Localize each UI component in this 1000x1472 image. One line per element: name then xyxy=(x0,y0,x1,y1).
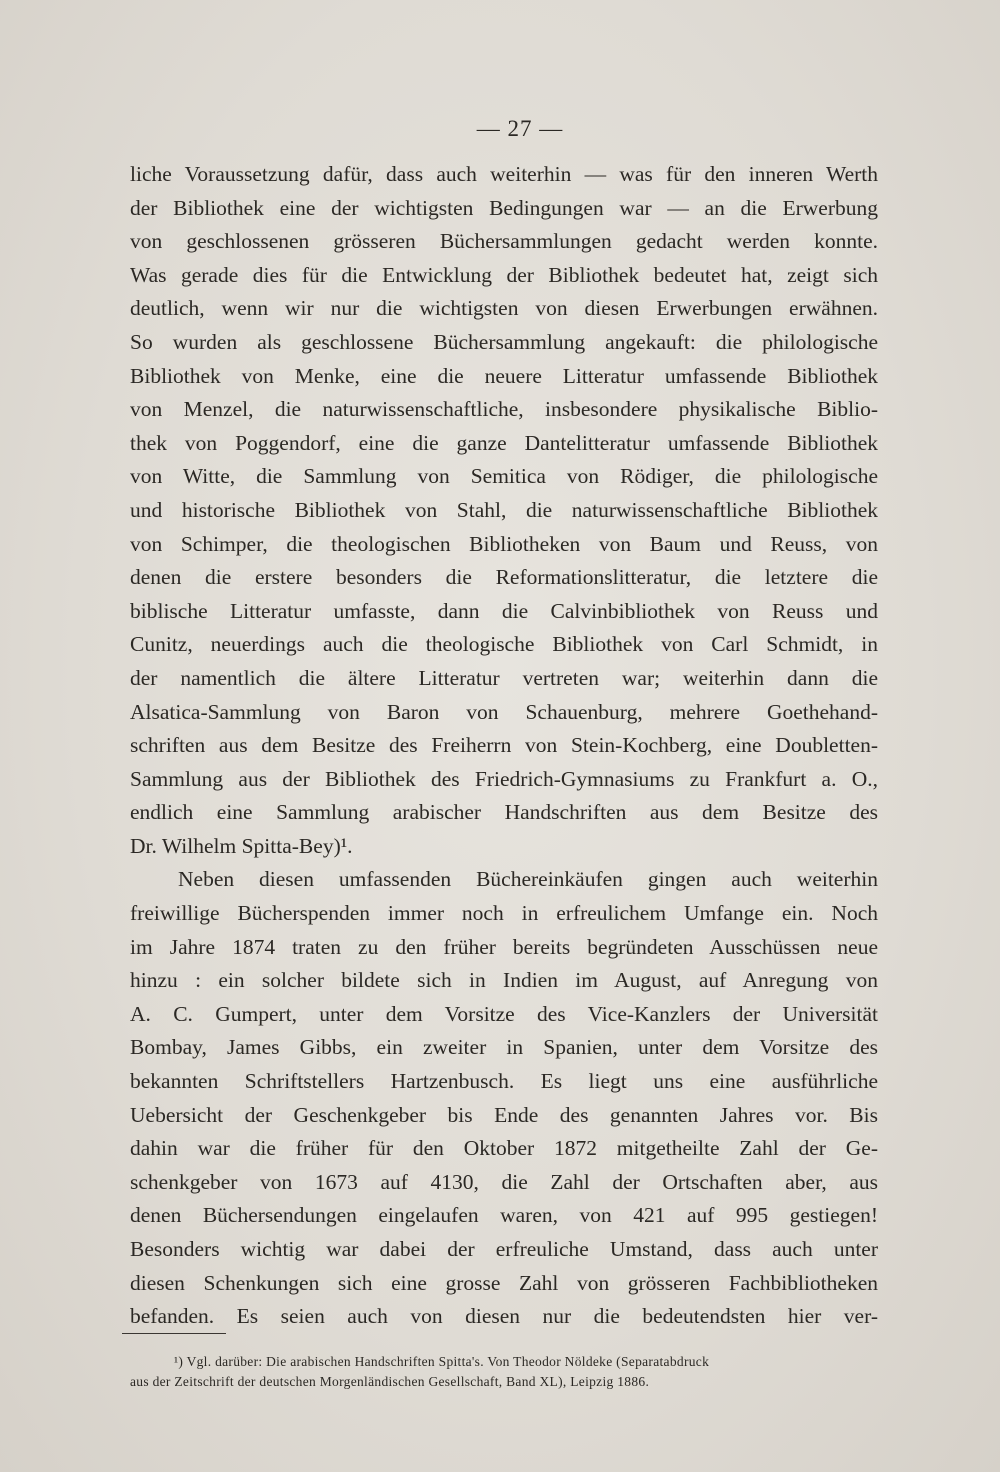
text-line: schriften aus dem Besitze des Freiherrn von Stein-Kochberg, eine Doubletten- xyxy=(130,733,878,758)
text-line: liche Voraussetzung dafür, dass auch weiterhin — was für den inneren Werth xyxy=(130,162,878,186)
text-line: Neben diesen umfassenden Büchereinkäufen gingen auch weiterhin xyxy=(178,867,878,892)
text-line: thek von Poggendorf, eine die ganze Dantelitteratur umfassende Bibliothek xyxy=(130,430,878,455)
text-line: endlich eine Sammlung arabischer Handschriften aus dem Besitze des xyxy=(130,800,878,825)
text-line: Besonders wichtig war dabei der erfreuliche Umstand, dass auch unter xyxy=(130,1237,878,1261)
text-line: hinzu : ein solcher bildete sich in Indien im August, auf Anregung von xyxy=(130,968,878,993)
text-line: So wurden als geschlossene Büchersammlung angekauft: die philologische xyxy=(130,329,878,354)
page-number: — 27 — xyxy=(476,116,564,141)
footnote xyxy=(130,1352,866,1392)
text-line: freiwillige Bücherspenden immer noch in erfreulichem Umfange ein. Noch xyxy=(130,901,878,926)
text-line: deutlich, wenn wir nur die wichtigsten von diesen Erwerbungen erwähnen. xyxy=(130,296,878,321)
text-line: von Witte, die Sammlung von Semitica von Rödiger, die philologische xyxy=(130,464,878,489)
text-line: Sammlung aus der Bibliothek des Friedrich-Gymnasiums zu Frankfurt a. O., xyxy=(130,766,878,791)
text-line: Bibliothek von Menke, eine die neuere Litteratur umfassende Bibliothek xyxy=(130,363,878,388)
text-line: Uebersicht der Geschenkgeber bis Ende des genannten Jahres vor. Bis xyxy=(130,1102,878,1127)
text-line: der Bibliothek eine der wichtigsten Bedingungen war — an die Erwerbung xyxy=(130,195,878,220)
text-line: im Jahre 1874 traten zu den früher bereits begründeten Ausschüssen neue xyxy=(130,934,878,959)
text-line: befanden. Es seien auch von diesen nur die bedeutendsten hier ver- xyxy=(130,1304,878,1329)
text-line: Dr. Wilhelm Spitta-Bey)¹. xyxy=(130,833,353,858)
text-line: Cunitz, neuerdings auch die theologische Bibliothek von Carl Schmidt, in xyxy=(130,632,878,657)
text-line: schenkgeber von 1673 auf 4130, die Zahl der Ortschaften aber, aus xyxy=(130,1169,878,1194)
footnote-line: aus der Zeitschrift der deutschen Morgenländischen Gesellschaft, Band XL), Leipzig 1886. xyxy=(130,1374,650,1389)
text-line: von Schimper, die theologischen Bibliotheken von Baum und Reuss, von xyxy=(130,531,878,556)
footnote-line: ¹) Vgl. darüber: Die arabischen Handschriften Spitta's. Von Theodor Nöldeke (Separatabdruck xyxy=(174,1354,710,1369)
text-line: bekannten Schriftstellers Hartzenbusch. Es liegt uns eine ausführliche xyxy=(130,1069,878,1094)
text-line: der namentlich die ältere Litteratur vertreten war; weiterhin dann die xyxy=(130,665,878,690)
text-line: dahin war die früher für den Oktober 1872 mitgetheilte Zahl der Ge- xyxy=(130,1136,878,1161)
text-line: A. C. Gumpert, unter dem Vorsitze des Vice-Kanzlers der Universität xyxy=(130,1001,878,1026)
text-line: Was gerade dies für die Entwicklung der Bibliothek bedeutet hat, zeigt sich xyxy=(130,262,878,287)
text-line: von Menzel, die naturwissenschaftliche, insbesondere physikalische Biblio- xyxy=(130,397,878,422)
body-text xyxy=(130,158,878,1334)
text-line: denen Büchersendungen eingelaufen waren, von 421 auf 995 gestiegen! xyxy=(130,1203,878,1228)
text-line: von geschlossenen grösseren Büchersammlungen gedacht werden konnte. xyxy=(130,229,878,254)
text-line: diesen Schenkungen sich eine grosse Zahl von grösseren Fachbibliotheken xyxy=(130,1270,878,1295)
text-line: biblische Litteratur umfasste, dann die Calvinbibliothek von Reuss und xyxy=(130,598,878,623)
footnote-divider xyxy=(122,1333,226,1334)
text-line: denen die erstere besonders die Reformationslitteratur, die letztere die xyxy=(130,565,878,590)
text-line: Alsatica-Sammlung von Baron von Schauenburg, mehrere Goethehand- xyxy=(130,699,878,724)
text-line: und historische Bibliothek von Stahl, die naturwissenschaftliche Bibliothek xyxy=(130,497,878,522)
text-line: Bombay, James Gibbs, ein zweiter in Spanien, unter dem Vorsitze des xyxy=(130,1035,878,1060)
